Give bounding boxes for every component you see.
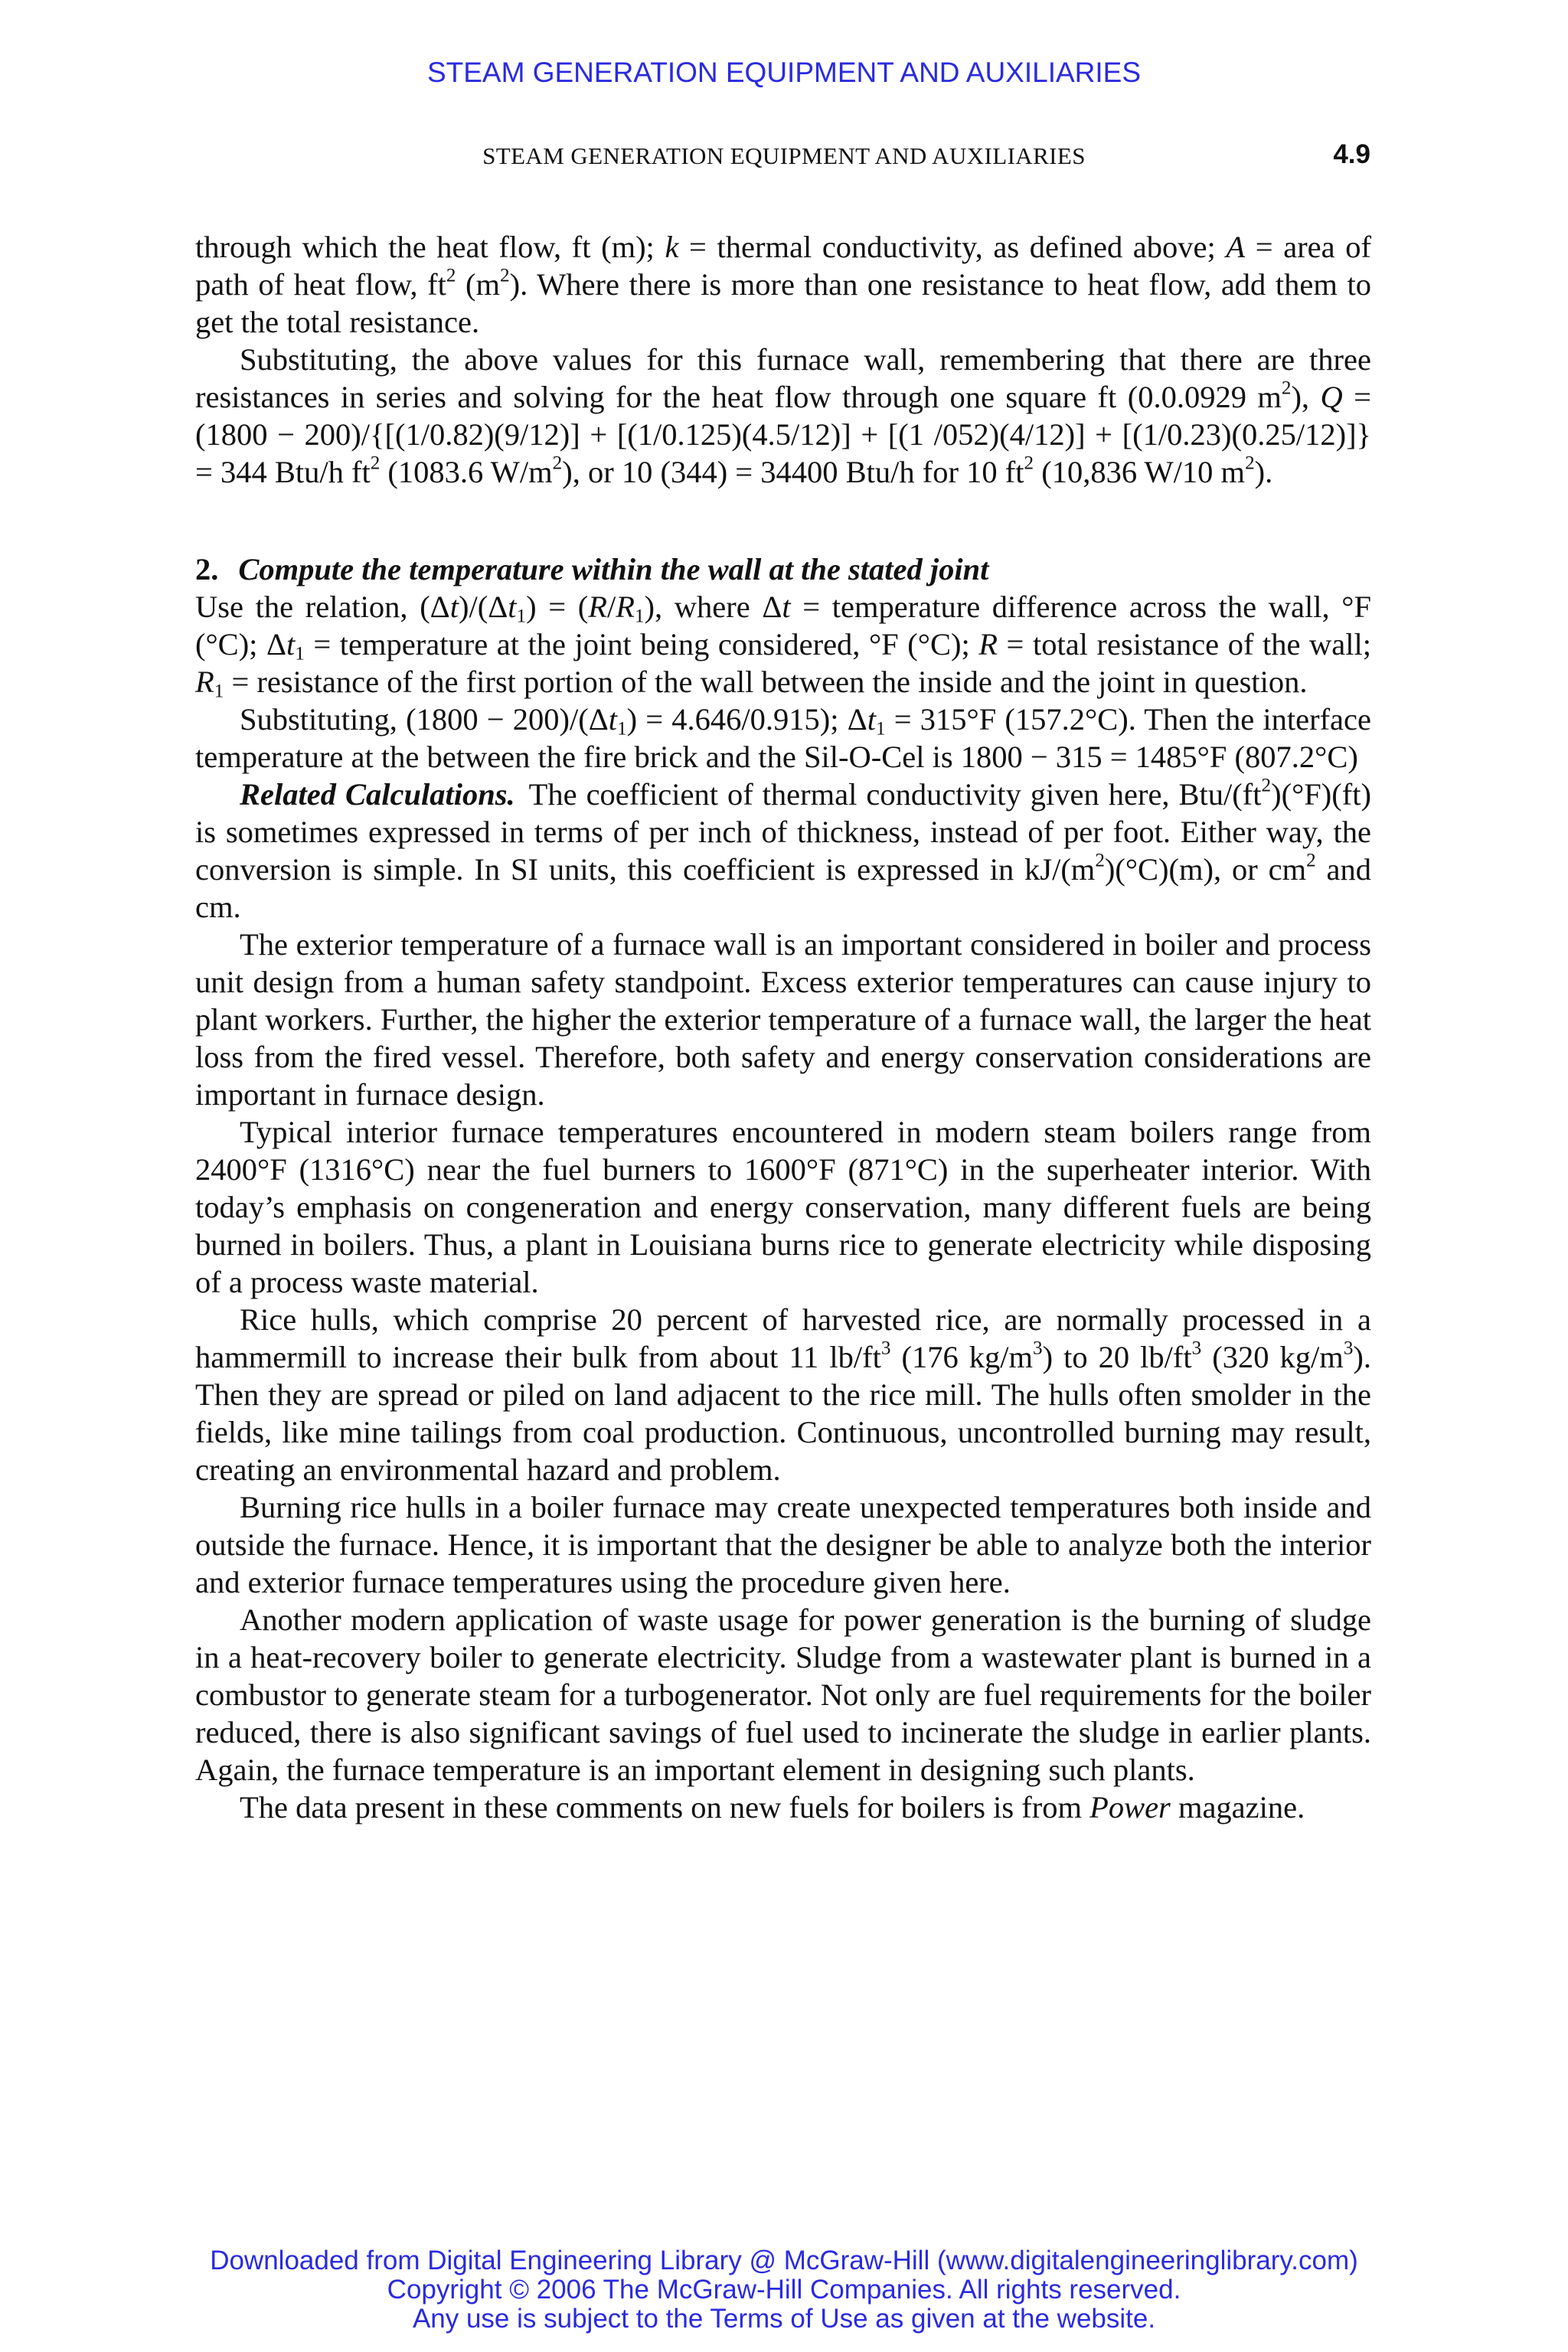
footer-download-link[interactable]: Downloaded from Digital Engineering Library @ McGraw-Hill (www.digitalengineeringlibrary.com) — [210, 2246, 1358, 2275]
paragraph-2: Substituting, the above values for this furnace wall, remembering that there are three resistances in series and solving for the heat flow through one square ft (0.0.0929 $m^2$), Q = (1800 − 200)/{[(1/0.82)(9/12)] + [(1/0.125)(4.5/12)] + [(1 /052)(4/12)] + [(1/0.23)(0.25/12)]} = 344 Btu/h $ft^2$ (1083.6 $W/m^2$), or 10 (344) = 34400 Btu/h for 10 $ft^2$ (10,836 W/10 $m^2$). — [195, 342, 1371, 489]
page-number: 4.9 — [1333, 139, 1370, 169]
paragraph-related-calculations: Related Calculations. The coefficient of thermal conductivity given here, Btu/$(ft^2)(^\circ F)(ft)$ is sometimes expressed in terms of per inch of thickness, instead of per foot. Either way, the conversion is simple. In SI units, this coefficient is expressed in $kJ/(m^2)(^\circ C)(m)$, or $cm^2$ and cm. — [195, 775, 1372, 924]
paragraph-1: through which the heat flow, ft (m); k = thermal conductivity, as defined above; A = area of path of heat flow, $ft^2$ $(m^2)$. Where there is more than one resistance to heat flow, add them to get the total resistance. — [195, 230, 1372, 339]
running-head: STEAM GENERATION EQUIPMENT AND AUXILIARIES — [482, 142, 1086, 169]
page-body — [195, 228, 1371, 1826]
paragraph-9: Burning rice hulls in a boiler furnace may create unexpected temperatures both inside and outside the furnace. Hence, it is important that the designer be able to analyze both the interior and exterior furnace temperatures using the procedure given here. — [195, 1490, 1371, 1599]
paragraph-6: The exterior temperature of a furnace wall is an important considered in boiler and process unit design from a human safety standpoint. Excess exterior temperatures can cause injury to plant workers. Further, the higher the exterior temperature of a furnace wall, the larger the heat loss from the fired vessel. Therefore, both safety and energy conservation considerations are important in furnace design. — [195, 927, 1371, 1112]
paragraph-11: The data present in these comments on new fuels for boilers is from Power magazine. — [240, 1790, 1305, 1824]
related-calculations-lead: Related Calculations. — [240, 777, 515, 812]
step-2-heading — [195, 550, 1371, 588]
footer-copyright: Copyright © 2006 The McGraw-Hill Companies. All rights reserved. — [387, 2275, 1181, 2305]
step-title: Compute the temperature within the wall at the stated joint — [238, 552, 989, 586]
footer-notice — [0, 2246, 1568, 2334]
paragraph-7: Typical interior furnace temperatures encountered in modern steam boilers range from 2400°F (1316°C) near the fuel burners to 1600°F (871°C) in the superheater interior. With today’s emphasis on congeneration and energy conservation, many different fuels are being burned in boilers. Thus, a plant in Louisiana burns rice to generate electricity while disposing of a process waste material. — [195, 1115, 1371, 1299]
paragraph-8: Rice hulls, which comprise 20 percent of harvested rice, are normally processed in a hammermill to increase their bulk from about 11 $lb/ft^3$ (176 $kg/m^3$) to 20 $lb/ft^3$ (320 $kg/m^3$). Then they are spread or piled on land adjacent to the rice mill. The hulls often smolder in the fields, like mine tailings from coal production. Continuous, uncontrolled burning may result, creating an environmental hazard and problem. — [195, 1302, 1371, 1487]
footer-terms: Any use is subject to the Terms of Use as given at the website. — [412, 2304, 1156, 2334]
paragraph-3: Use the relation, $(\Delta t)/(\Delta t_1) = (R/R_1)$, where Δt = temperature difference across the wall, °F (°C); $\Delta t_1$ = temperature at the joint being considered, °F (°C); R = total resistance of the wall; $R_1$ = resistance of the first portion of the wall between the inside and the joint in question. — [195, 590, 1371, 702]
book-title-link[interactable]: STEAM GENERATION EQUIPMENT AND AUXILIARIES — [426, 57, 1142, 88]
step-number: 2. — [195, 552, 219, 586]
paragraph-10: Another modern application of waste usage for power generation is the burning of sludge in a heat-recovery boiler to generate electricity. Sludge from a wastewater plant is burned in a combustor to generate steam for a turbogenerator. Not only are fuel requirements for the boiler reduced, there is also significant savings of fuel used to incinerate the sludge in earlier plants. Again, the furnace temperature is an important element in designing such plants. — [195, 1602, 1371, 1787]
paragraph-4: Substituting, $(1800 - 200)/(\Delta t_1) = 4.646/0.915$); $\Delta t_1 = 315^\circ F$ (157.2°C). Then the interface temperature at the between the fire brick and the Sil-O-Cel is 1800 − 315 = 1485°F (807.2°C) — [195, 702, 1371, 774]
